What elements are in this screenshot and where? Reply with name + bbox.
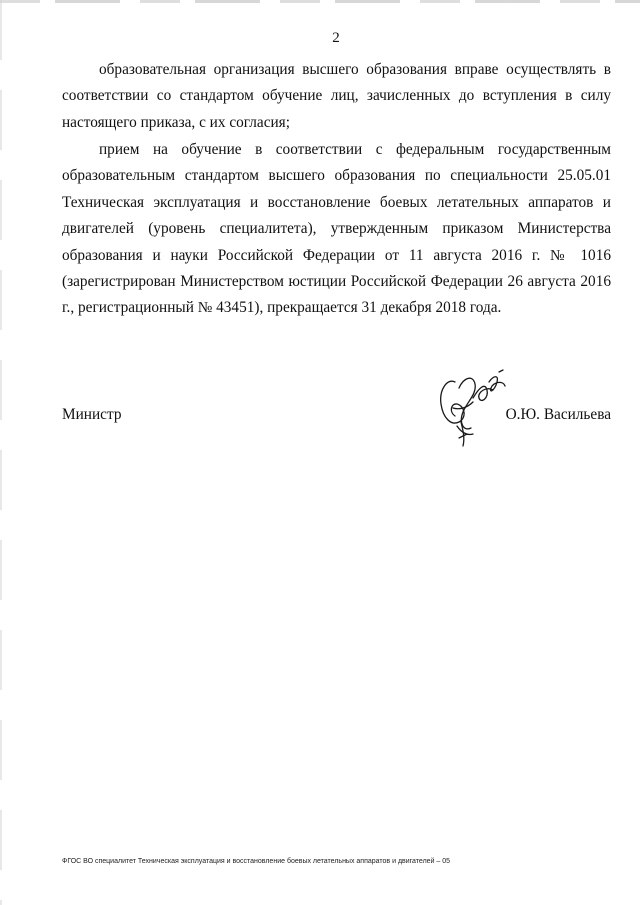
- scan-edge-top: [0, 0, 640, 3]
- document-footer: ФГОС ВО специалитет Техническая эксплуатация и восстановление боевых летательных аппаратов и двигателей – 05: [62, 858, 451, 865]
- signatory-title: Министр: [62, 406, 122, 423]
- paragraph-2: прием на обучение в соответствии с федеральным государственным образовательным стандартом высшего образования по специальности 25.05.01 Техническая эксплуатация и восстановление боевых летательных аппаратов и двигателей (уровень специалитета), утвержденным приказом Министерства образования и науки Российской Федерации от 11 августа 2016 г. № 1016 (зарегистрирован Министерством юстиции Российской Федерации 26 августа 2016 г., регистрационный № 43451), прекращается 31 декабря 2018 года.: [62, 141, 611, 317]
- page-number: 2: [332, 30, 340, 46]
- paragraph-1: образовательная организация высшего образования вправе осуществлять в соответствии со стандартом обучение лиц, зачисленных до вступления в силу настоящего приказа, с их согласия;: [62, 61, 611, 131]
- signatory-name: О.Ю. Васильева: [505, 406, 611, 423]
- signature-block: [62, 406, 611, 432]
- scan-edge-left: [0, 0, 2, 905]
- handwritten-signature-icon: [433, 368, 513, 450]
